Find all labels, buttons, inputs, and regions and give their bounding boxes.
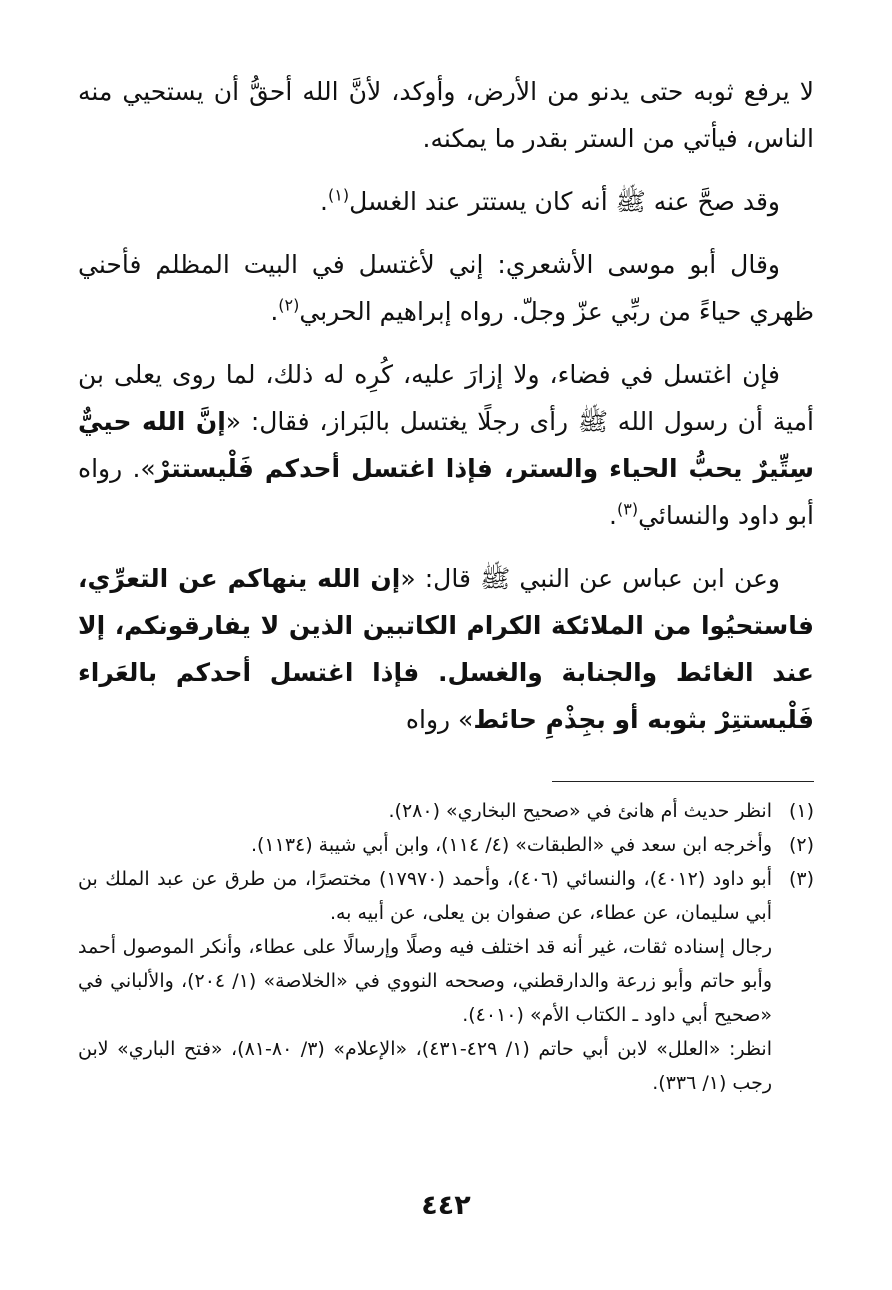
text-segment: لا يرفع ثوبه حتى يدنو من الأرض، وأوكد، لأنَّ الله أحقُّ أن يستحيي منه الناس، فيأتي من الستر بقدر ما يمكنه. bbox=[78, 77, 814, 153]
footnote-line: انظر حديث أم هانئ في «صحيح البخاري» (٢٨٠). bbox=[388, 800, 772, 822]
text-segment: . bbox=[270, 297, 279, 326]
paragraph bbox=[78, 555, 814, 743]
paragraph bbox=[78, 351, 814, 539]
footnote bbox=[78, 794, 814, 828]
footnote-line: انظر: «العلل» لابن أبي حاتم (١/ ٤٢٩-٤٣١)، «الإعلام» (٣/ ٨٠-٨١)، «فتح الباري» لابن رجب (١/ ٣٣٦). bbox=[78, 1038, 772, 1094]
footnote-number: (١) bbox=[788, 800, 814, 822]
text-segment: . bbox=[320, 187, 328, 216]
footnote-line: رجال إسناده ثقات، غير أنه قد اختلف فيه وصلًا وإرسالًا على عطاء، وأنكر الموصول أحمد وأبو حاتم وأبو زرعة والدارقطني، وصححه النووي في «الخلاصة» (١/ ٢٠٤)، والألباني في «صحيح أبي داود ـ الكتاب الأم» (٤٠١٠). bbox=[78, 936, 772, 1026]
hadith-text: إنَّ الله حييٌّ سِتِّيرٌ يحبُّ الحياء والستر، فإذا اغتسل أحدكم فَلْيستترْ bbox=[78, 407, 814, 483]
main-text bbox=[78, 68, 814, 743]
footnote bbox=[78, 828, 814, 862]
paragraph bbox=[78, 178, 814, 225]
paragraph bbox=[78, 241, 814, 335]
footnote-line: أبو داود (٤٠١٢)، والنسائي (٤٠٦)، وأحمد (١٧٩٧٠) مختصرًا، من طرق عن عبد الملك بن أبي سليمان، عن عطاء، عن صفوان بن يعلى، عن أبيه به. bbox=[78, 868, 772, 924]
footnote-marker: (٢) bbox=[278, 295, 300, 315]
footnote-body bbox=[78, 862, 772, 1100]
page-number: ٤٤٢ bbox=[421, 1190, 471, 1221]
footnote-body bbox=[78, 794, 772, 828]
footnote-number: (٢) bbox=[788, 834, 814, 856]
hadith-text: إن الله ينهاكم عن التعرِّي، فاستحيُوا من الملائكة الكرام الكاتبين الذين لا يفارقونكم، إلا عند الغائط والجنابة والغسل. فإذا اغتسل أحدكم بالعَراء فَلْيستتِرْ بثوبه أو بجِذْمِ حائط bbox=[78, 564, 814, 734]
footnotes bbox=[78, 794, 814, 1100]
text-segment: وقال أبو موسى الأشعري: إني لأغتسل في البيت المظلم فأحني ظهري حياءً من ربِّي عزّ وجلّ. رواه إبراهيم الحربي bbox=[78, 250, 814, 326]
paragraph bbox=[78, 68, 814, 162]
text-segment: » رواه bbox=[405, 705, 474, 734]
footnote-body bbox=[78, 828, 772, 862]
footnote-marker: (٣) bbox=[617, 499, 639, 519]
footnote-number: (٣) bbox=[788, 868, 814, 890]
footnote-marker: (١) bbox=[327, 185, 350, 205]
document-page bbox=[78, 68, 814, 1268]
text-segment: . bbox=[609, 501, 617, 530]
footnote-line: وأخرجه ابن سعد في «الطبقات» (٤/ ١١٤)، وابن أبي شيبة (١١٣٤). bbox=[250, 834, 772, 856]
text-segment: فإن اغتسل في فضاء، ولا إزارَ عليه، كُرِه له ذلك، لما روى يعلى بن أمية أن رسول الله ﷺ رأى رجلًا يغتسل بالبَراز، فقال: « bbox=[78, 360, 814, 436]
text-segment: وقد صحَّ عنه ﷺ أنه كان يستتر عند الغسل bbox=[349, 187, 780, 216]
footnote bbox=[78, 862, 814, 1100]
footnote-separator bbox=[552, 781, 814, 782]
text-segment: ». رواه أبو داود والنسائي bbox=[78, 454, 814, 530]
text-segment: وعن ابن عباس عن النبي ﷺ قال: « bbox=[400, 564, 781, 593]
